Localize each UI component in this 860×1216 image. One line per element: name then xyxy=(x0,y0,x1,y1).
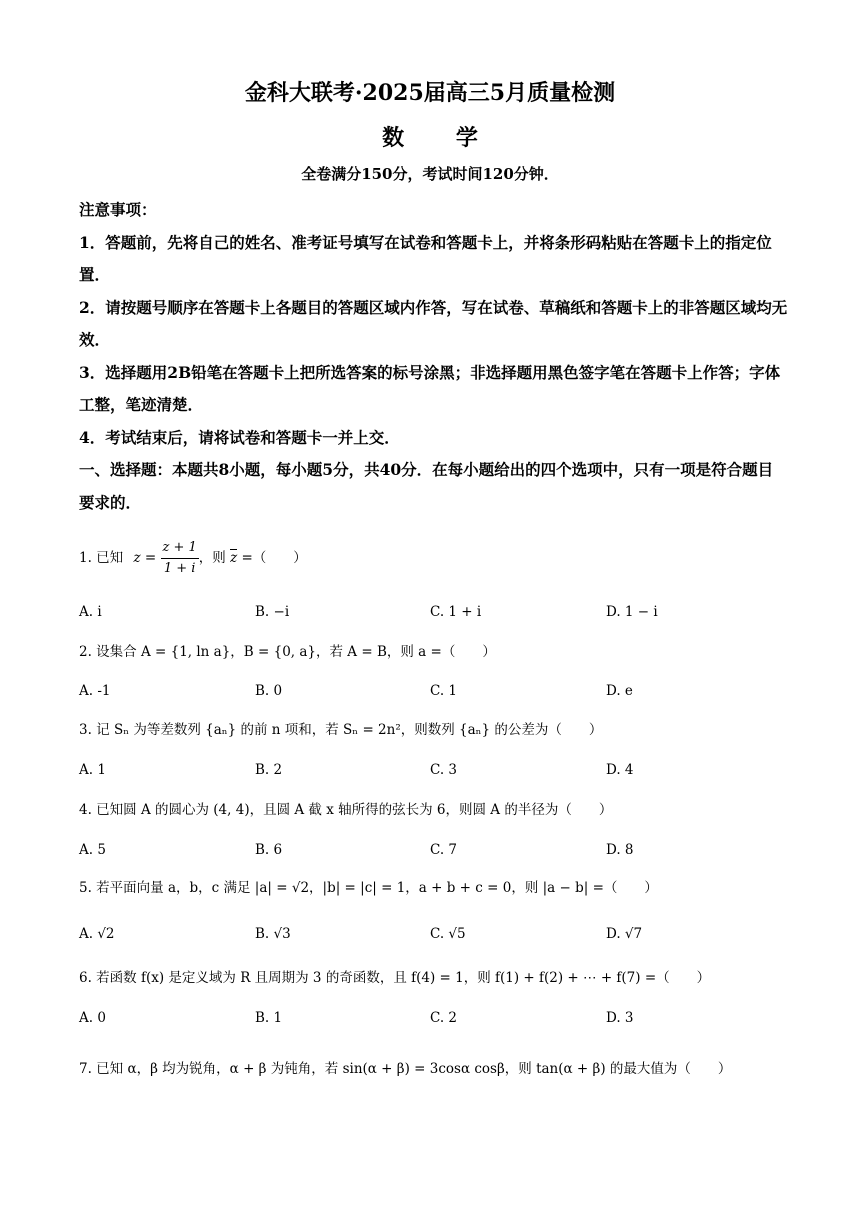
question-2: 2. 设集合 A = {1, ln a}，B = {0, a}，若 A = B，则 a =（ ） xyxy=(79,644,496,660)
option-b[interactable]: B. √3 xyxy=(255,926,291,942)
fraction-numerator: z + 1 xyxy=(161,538,199,559)
question-5: 5. 若平面向量 a，b，c 满足 |a| = √2，|b| = |c| = 1，a + b + c = 0，则 |a − b| =（ ） xyxy=(79,880,658,896)
notice-heading: 注意事项： xyxy=(79,200,157,219)
option-b[interactable]: B. 1 xyxy=(255,1010,283,1026)
question-1-fraction xyxy=(161,538,199,579)
question-1: 1. 已知 z = $\frac{z + 1}{1 + i}$ ，则 z =（ ） xyxy=(79,538,788,579)
option-b[interactable]: B. −i xyxy=(255,604,290,620)
option-d[interactable]: D. 1 − i xyxy=(606,604,658,620)
notice-section xyxy=(79,194,788,519)
option-c[interactable]: C. 7 xyxy=(430,842,458,858)
notice-item-4: 4．考试结束后，请将试卷和答题卡一并上交． xyxy=(79,427,400,447)
option-a[interactable]: A. 5 xyxy=(79,842,106,858)
question-6: 6. 若函数 f(x) 是定义域为 R 且周期为 3 的奇函数，且 f(4) = 1，则 f(1) + f(2) + ⋯ + f(7) =（ ） xyxy=(79,970,711,986)
question-1-prefix: 1. 已知 xyxy=(79,550,124,566)
notice-item-1: 1．答题前，先将自己的姓名、准考证号填写在试卷和答题卡上，并将条形码粘贴在答题卡上的指定位置． xyxy=(79,232,772,284)
option-a[interactable]: A. √2 xyxy=(79,926,115,942)
option-c[interactable]: C. √5 xyxy=(430,926,466,942)
option-b[interactable]: B. 0 xyxy=(255,683,283,699)
question-3: 3. 记 Sₙ 为等差数列 {aₙ} 的前 n 项和，若 Sₙ = 2n²，则数列 {aₙ} 的公差为（ ） xyxy=(79,722,603,738)
question-7: 7. 已知 α，β 均为锐角，α + β 为钝角，若 sin(α + β) = 3cosα cosβ，则 tan(α + β) 的最大值为（ ） xyxy=(79,1061,732,1077)
option-a[interactable]: A. -1 xyxy=(79,683,111,699)
option-c[interactable]: C. 3 xyxy=(430,762,458,778)
option-d[interactable]: D. 3 xyxy=(606,1010,634,1026)
option-d[interactable]: D. √7 xyxy=(606,926,643,942)
notice-item-3: 3．选择题用2B铅笔在答题卡上把所选答案的标号涂黑；非选择题用黑色签字笔在答题卡上作答；字体工整，笔迹清楚． xyxy=(79,362,781,414)
option-c[interactable]: C. 2 xyxy=(430,1010,458,1026)
section-heading: 一、选择题：本题共8小题，每小题5分，共40分．在每小题给出的四个选项中，只有一项是符合题目要求的． xyxy=(79,460,774,512)
notice-item-2: 2．请按题号顺序在答题卡上各题目的答题区域内作答，写在试卷、草稿纸和答题卡上的非答题区域均无效． xyxy=(79,297,788,349)
option-a[interactable]: A. 0 xyxy=(79,1010,106,1026)
option-d[interactable]: D. 4 xyxy=(606,762,634,778)
option-a[interactable]: A. 1 xyxy=(79,762,106,778)
exam-title: 金科大联考·2025届高三5月质量检测 xyxy=(244,80,616,106)
question-1-suffix: ，则 xyxy=(198,550,231,566)
question-1-conjugate: z xyxy=(230,550,238,566)
option-b[interactable]: B. 6 xyxy=(255,842,283,858)
option-c[interactable]: C. 1 + i xyxy=(430,604,482,620)
option-d[interactable]: D. 8 xyxy=(606,842,634,858)
question-1-tail: =（ ） xyxy=(237,550,307,566)
exam-info: 全卷满分150分，考试时间120分钟． xyxy=(301,165,559,183)
option-a[interactable]: A. i xyxy=(79,604,102,620)
option-c[interactable]: C. 1 xyxy=(430,683,458,699)
subject-title: 数 学 xyxy=(382,125,500,151)
option-d[interactable]: D. e xyxy=(606,683,633,699)
question-4: 4. 已知圆 A 的圆心为 (4, 4)，且圆 A 截 x 轴所得的弦长为 6，则圆 A 的半径为（ ） xyxy=(79,802,613,818)
fraction-denominator: 1 + i xyxy=(163,561,196,576)
option-b[interactable]: B. 2 xyxy=(255,762,283,778)
